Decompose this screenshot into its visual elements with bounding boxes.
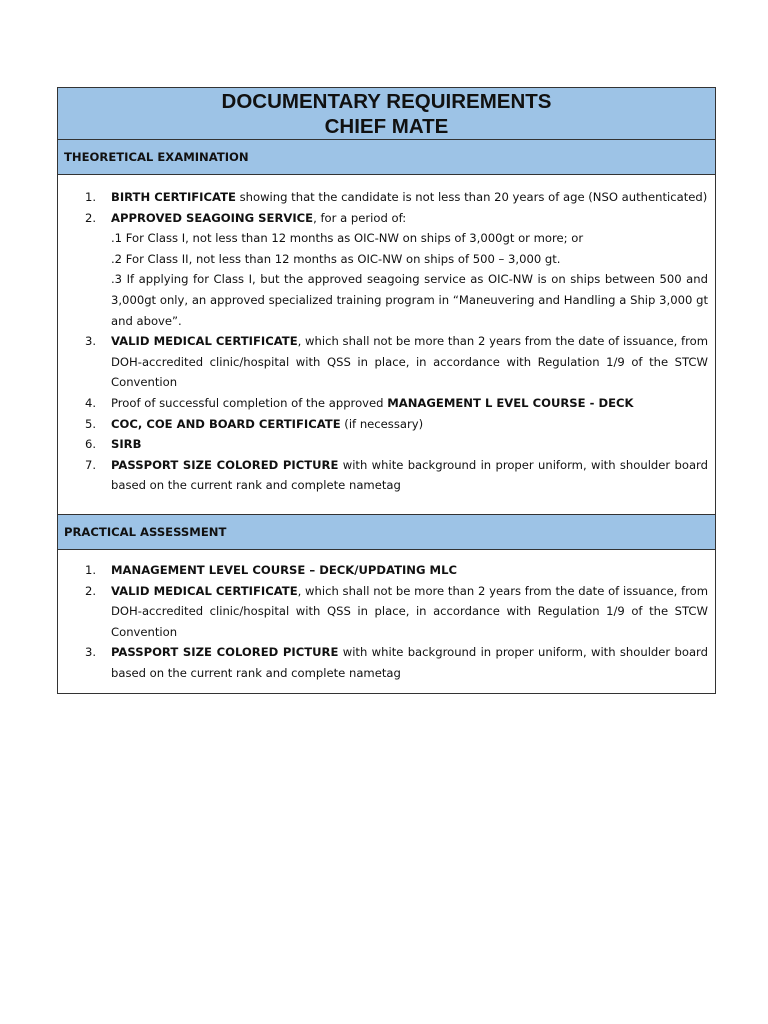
item-number: 1. [85,190,97,204]
list-item [58,642,708,683]
item-number: 6. [85,437,97,452]
item-bold: MANAGEMENT LEVEL COURSE – DECK/UPDATING MLC [111,562,457,577]
item-number: 2. [85,583,97,598]
practical-heading: PRACTICAL ASSESSMENT [58,515,715,550]
item-number: 3. [85,334,97,349]
list-item [58,434,708,455]
document-title: DOCUMENTARY REQUIREMENTS [221,90,552,113]
list-item [58,581,708,643]
item-number: 3. [85,645,97,660]
list-item [58,560,708,581]
item-bold: VALID MEDICAL CERTIFICATE [111,334,298,349]
item-prefix: Proof of successful completion of the approved [111,395,388,410]
item-bold: APPROVED SEAGOING SERVICE [111,210,314,225]
list-item [58,331,708,393]
document-subtitle: CHIEF MATE [324,115,449,138]
list-item [58,187,708,208]
item-bold: MANAGEMENT L EVEL COURSE - DECK [387,395,634,410]
item-text: (if necessary) [340,416,424,431]
theoretical-section [58,175,715,515]
practical-list [58,560,708,684]
item-text: with white background in proper uniform, with shoulder board based on the current rank and complete nametag [111,645,708,680]
item-number: 7. [85,457,97,472]
item-text: showing that the candidate is not less than 20 years of age (NSO authenticated) [235,190,708,204]
theoretical-heading: THEORETICAL EXAMINATION [58,140,715,175]
item-text: with white background in proper uniform, with shoulder board based on the current rank and complete nametag [111,457,708,493]
requirements-table [57,87,716,694]
item-bold: PASSPORT SIZE COLORED PICTURE [111,645,339,660]
title-block [58,88,715,140]
sub-item: .1 For Class I, not less than 12 months as OIC-NW on ships of 3,000gt or more; or [111,231,584,246]
item-bold: SIRB [111,437,142,452]
item-bold: PASSPORT SIZE COLORED PICTURE [111,457,339,472]
item-number: 1. [85,562,97,577]
list-item [58,393,708,414]
theoretical-list [58,187,708,496]
item-text: , which shall not be more than 2 years from the date of issuance, from DOH-accredited clinic/hospital with QSS in place, in accordance with Regulation 1/9 of the STCW Convention [111,583,708,639]
item-number: 4. [85,395,97,410]
list-item [58,455,708,496]
sub-item: .3 If applying for Class I, but the approved seagoing service as OIC-NW is on ships between 500 and 3,000gt only, an approved specialized training program in “Maneuvering and Handling a Ship 3,000 gt and above”. [111,272,708,328]
item-text: , which shall not be more than 2 years from the date of issuance, from DOH-accredited clinic/hospital with QSS in place, in accordance with Regulation 1/9 of the STCW Convention [111,334,708,390]
item-number: 2. [85,210,97,225]
sub-item: .2 For Class II, not less than 12 months as OIC-NW on ships of 500 – 3,000 gt. [111,251,561,266]
item-number: 5. [85,416,97,431]
list-item [58,208,708,332]
list-item [58,414,708,435]
practical-section [58,550,715,694]
item-text: , for a period of: [313,210,407,225]
item-bold: VALID MEDICAL CERTIFICATE [111,583,298,598]
item-bold: COC, COE AND BOARD CERTIFICATE [111,416,341,431]
item-bold: BIRTH CERTIFICATE [111,190,236,204]
